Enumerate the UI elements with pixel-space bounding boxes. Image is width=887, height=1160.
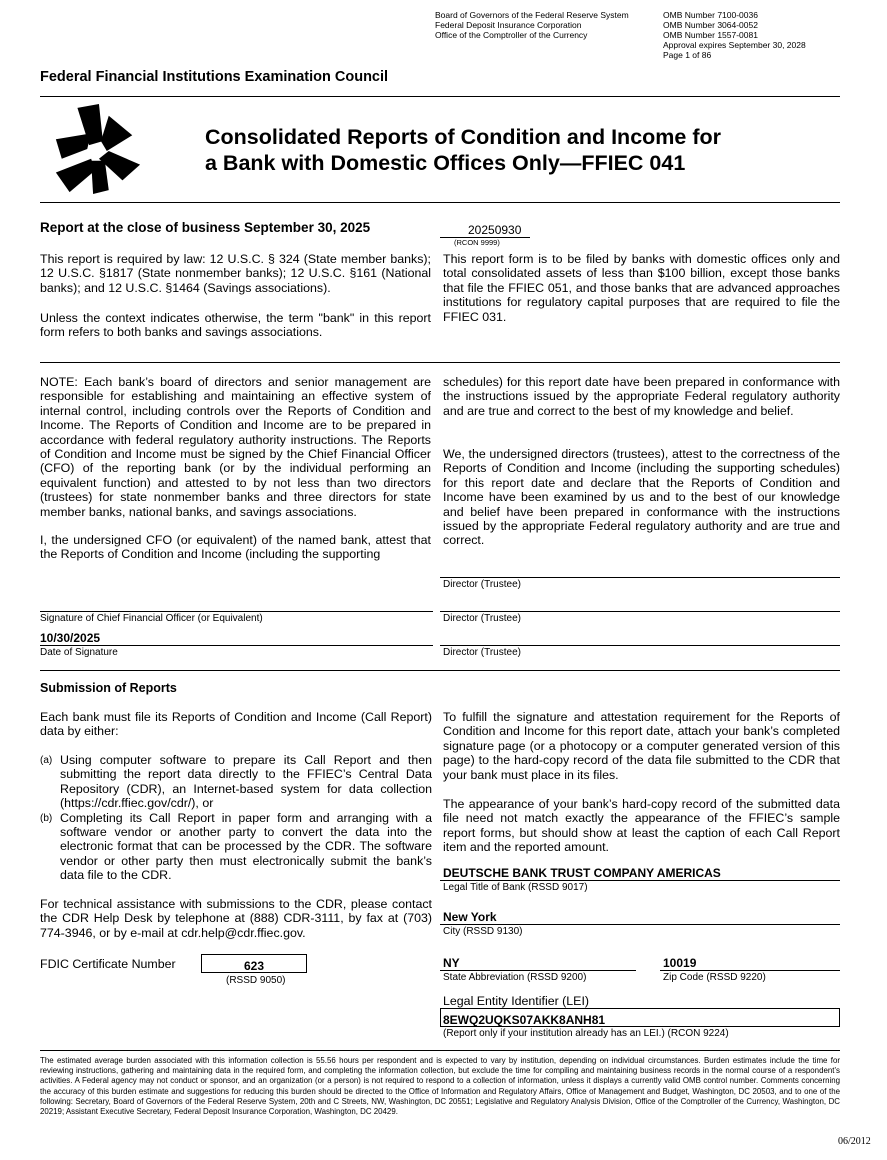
zip-label: Zip Code (RSSD 9220) [663,972,766,983]
omb-number: OMB Number 3064-0052 [663,20,758,30]
agency-name: Office of the Comptroller of the Currency [435,30,588,40]
submission-heading: Submission of Reports [40,681,177,695]
page-title [205,124,721,176]
list-item-text: Using computer software to prepare its Call Report and then submitting the report data directly to the FFIEC’s Central Data Repository (CDR), an Internet-based system for data collection (https://cdr.ffiec.gov/cdr/), or [60,753,432,811]
cfo-signature-line[interactable] [40,611,433,612]
omb-info [663,10,878,60]
fdic-certificate-field[interactable] [201,954,307,973]
director-signature-line[interactable] [440,645,840,646]
lei-heading: Legal Entity Identifier (LEI) [443,994,590,1008]
agency-list [435,10,660,40]
director-signature-line[interactable] [440,577,840,578]
omb-number: OMB Number 7100-0036 [663,10,758,20]
signature-date-value[interactable]: 10/30/2025 [40,631,101,645]
legal-authority-text: This report is required by law: 12 U.S.C. § 324 (State member banks); 12 U.S.C. §1817 (State nonmember banks); 12 U.S.C. §161 (National banks); and 12 U.S.C. §1464 (Savings associations). [40,252,431,295]
cfo-attestation-continued: schedules) for this report date have been prepared in conformance with the instructions issued by the appropriate Federal regulatory authority and are true and correct to the best of my knowledge and belief. [443,375,840,418]
report-date-heading: Report at the close of business September 30, 2025 [40,220,371,235]
submission-options [40,753,432,883]
list-marker: (a) [40,755,53,766]
list-item-text: Completing its Call Report in paper form and arranging with a software vendor or another party to convert the data into the electronic format that can be processed by the CDR. The software vendor or other party then must electronically submit the bank’s data file to the CDR. [60,810,432,883]
lei-note: (Report only if your institution already has an LEI.) (RCON 9224) [443,1028,729,1039]
cfo-attestation-text: I, the undersigned CFO (or equivalent) of the named bank, attest that the Reports of Condition and Income (including the supporting [40,533,431,562]
title-line-1: Consolidated Reports of Condition and Income for [205,125,721,149]
director-label: Director (Trustee) [443,579,521,590]
agency-name: Federal Deposit Insurance Corporation [435,20,582,30]
report-date-value[interactable]: 20250930 [468,223,522,237]
city-label: City (RSSD 9130) [443,926,523,937]
state-value[interactable]: NY [443,956,460,970]
director-signature-line[interactable] [440,611,840,612]
ffiec-logo [48,102,146,196]
list-marker: (b) [40,812,53,824]
director-label: Director (Trustee) [443,647,521,658]
director-label: Director (Trustee) [443,613,521,624]
note-text: NOTE: Each bank’s board of directors and senior management are responsible for establishing and maintaining an effective system of internal control, including controls over the Reports of Condition and Income. The Reports of Condition and Income are to be prepared in accordance with federal regulatory authority instructions. The Reports of Condition and Income must be signed by the Chief Financial Officer (CFO) of the reporting bank (or by the individual performing an equivalent function) and attested to by not less than two directors (trustees) for state nonmember banks and three directors for state member banks, national banks, and savings associations. [40,375,431,519]
filing-scope-text: This report form is to be filed by banks with domestic offices only and total consolidated assets of less than $100 billion, except those banks that file the FFIEC 051, and those banks that are advanced approaches institutions for regulatory capital purposes that are required to file the FFIEC 031. [443,252,840,324]
agency-name: Board of Governors of the Federal Reserve System [435,10,629,20]
hard-copy-text: The appearance of your bank’s hard-copy record of the submitted data file need not match exactly the appearance of the FFIEC’s sample report forms, but should show at least the caption of each Call Report item and the reported amount. [443,797,840,855]
bank-term-text: Unless the context indicates otherwise, the term "bank" in this report form refers to both banks and savings associations. [40,311,431,340]
form-date: 06/2012 [838,1136,871,1147]
fdic-certificate-code: (RSSD 9050) [226,975,286,986]
omb-number: OMB Number 1557-0081 [663,30,758,40]
signature-requirement-text: To fulfill the signature and attestation requirement for the Reports of Condition and Income for this report date, attach your bank’s completed signature page (or a photocopy or a computer generated version of this page) to the hard-copy record of the data file submitted to the CDR that your bank must place in its files. [443,710,840,782]
approval-expires: Approval expires September 30, 2028 [663,40,806,50]
fdic-certificate-value: 623 [243,959,265,973]
list-item [40,753,432,811]
burden-statement: The estimated average burden associated with this information collection is 55.56 hours per respondent and is expected to vary by institution, depending on individual circumstances. Burden estimates include the time for reviewing instructions, gathering and maintaining data in the required form, and completing the information collection, but exclude the time for compiling and maintaining business records in the normal course of a respondent’s activities. A Federal agency may not conduct or sponsor, and an organization (or a person) is not required to respond to a collection of information, unless it displays a currently valid OMB control number. Comments concerning the accuracy of this burden estimate and suggestions for reducing this burden should be directed to the Office of Information and Regulatory Affairs, Office of Management and Budget, Washington, DC 20503, and to one of the following: Secretary, Board of Governors of the Federal Reserve System, 20th and C Streets, NW, Washington, DC 20551; Legislative and Regulatory Analysis Division, Office of the Comptroller of the Currency, Washington, DC 20219; Assistant Executive Secretary, Federal Deposit Insurance Corporation, Washington, DC 20429. [40,1056,840,1117]
lei-value: 8EWQ2UQKS07AKK8ANH81 [443,1013,606,1027]
ffiec-star-icon [48,102,146,196]
council-name: Federal Financial Institutions Examination Council [40,69,389,85]
report-date-code: (RCON 9999) [454,238,500,247]
zip-value[interactable]: 10019 [663,956,697,970]
page-number: Page 1 of 86 [663,50,712,60]
legal-title-label: Legal Title of Bank (RSSD 9017) [443,882,588,893]
list-item [40,811,432,883]
title-line-2: a Bank with Domestic Offices Only—FFIEC 041 [205,151,686,175]
city-value[interactable]: New York [443,910,497,924]
cfo-signature-label: Signature of Chief Financial Officer (or Equivalent) [40,613,263,624]
help-desk-text: For technical assistance with submissions to the CDR, please contact the CDR Help Desk by telephone at (888) CDR-3111, by fax at (703) 774-3946, or by e-mail at cdr.help@cdr.ffiec.gov. [40,897,432,940]
legal-title-value[interactable]: DEUTSCHE BANK TRUST COMPANY AMERICAS [443,866,721,880]
signature-date-label: Date of Signature [40,647,118,658]
state-label: State Abbreviation (RSSD 9200) [443,972,587,983]
director-attestation-text: We, the undersigned directors (trustees), attest to the correctness of the Reports of Condition and Income (including the supporting schedules) for this report date and declare that the Reports of Condition and Income have been examined by us and to the best of our knowledge and belief have been prepared in conformance with the instructions issued by the appropriate Federal regulatory authority and are true and correct. [443,447,840,548]
submission-intro: Each bank must file its Reports of Condition and Income (Call Report) data by either: [40,710,432,739]
fdic-certificate-label: FDIC Certificate Number [40,957,176,971]
lei-field[interactable] [440,1008,840,1027]
